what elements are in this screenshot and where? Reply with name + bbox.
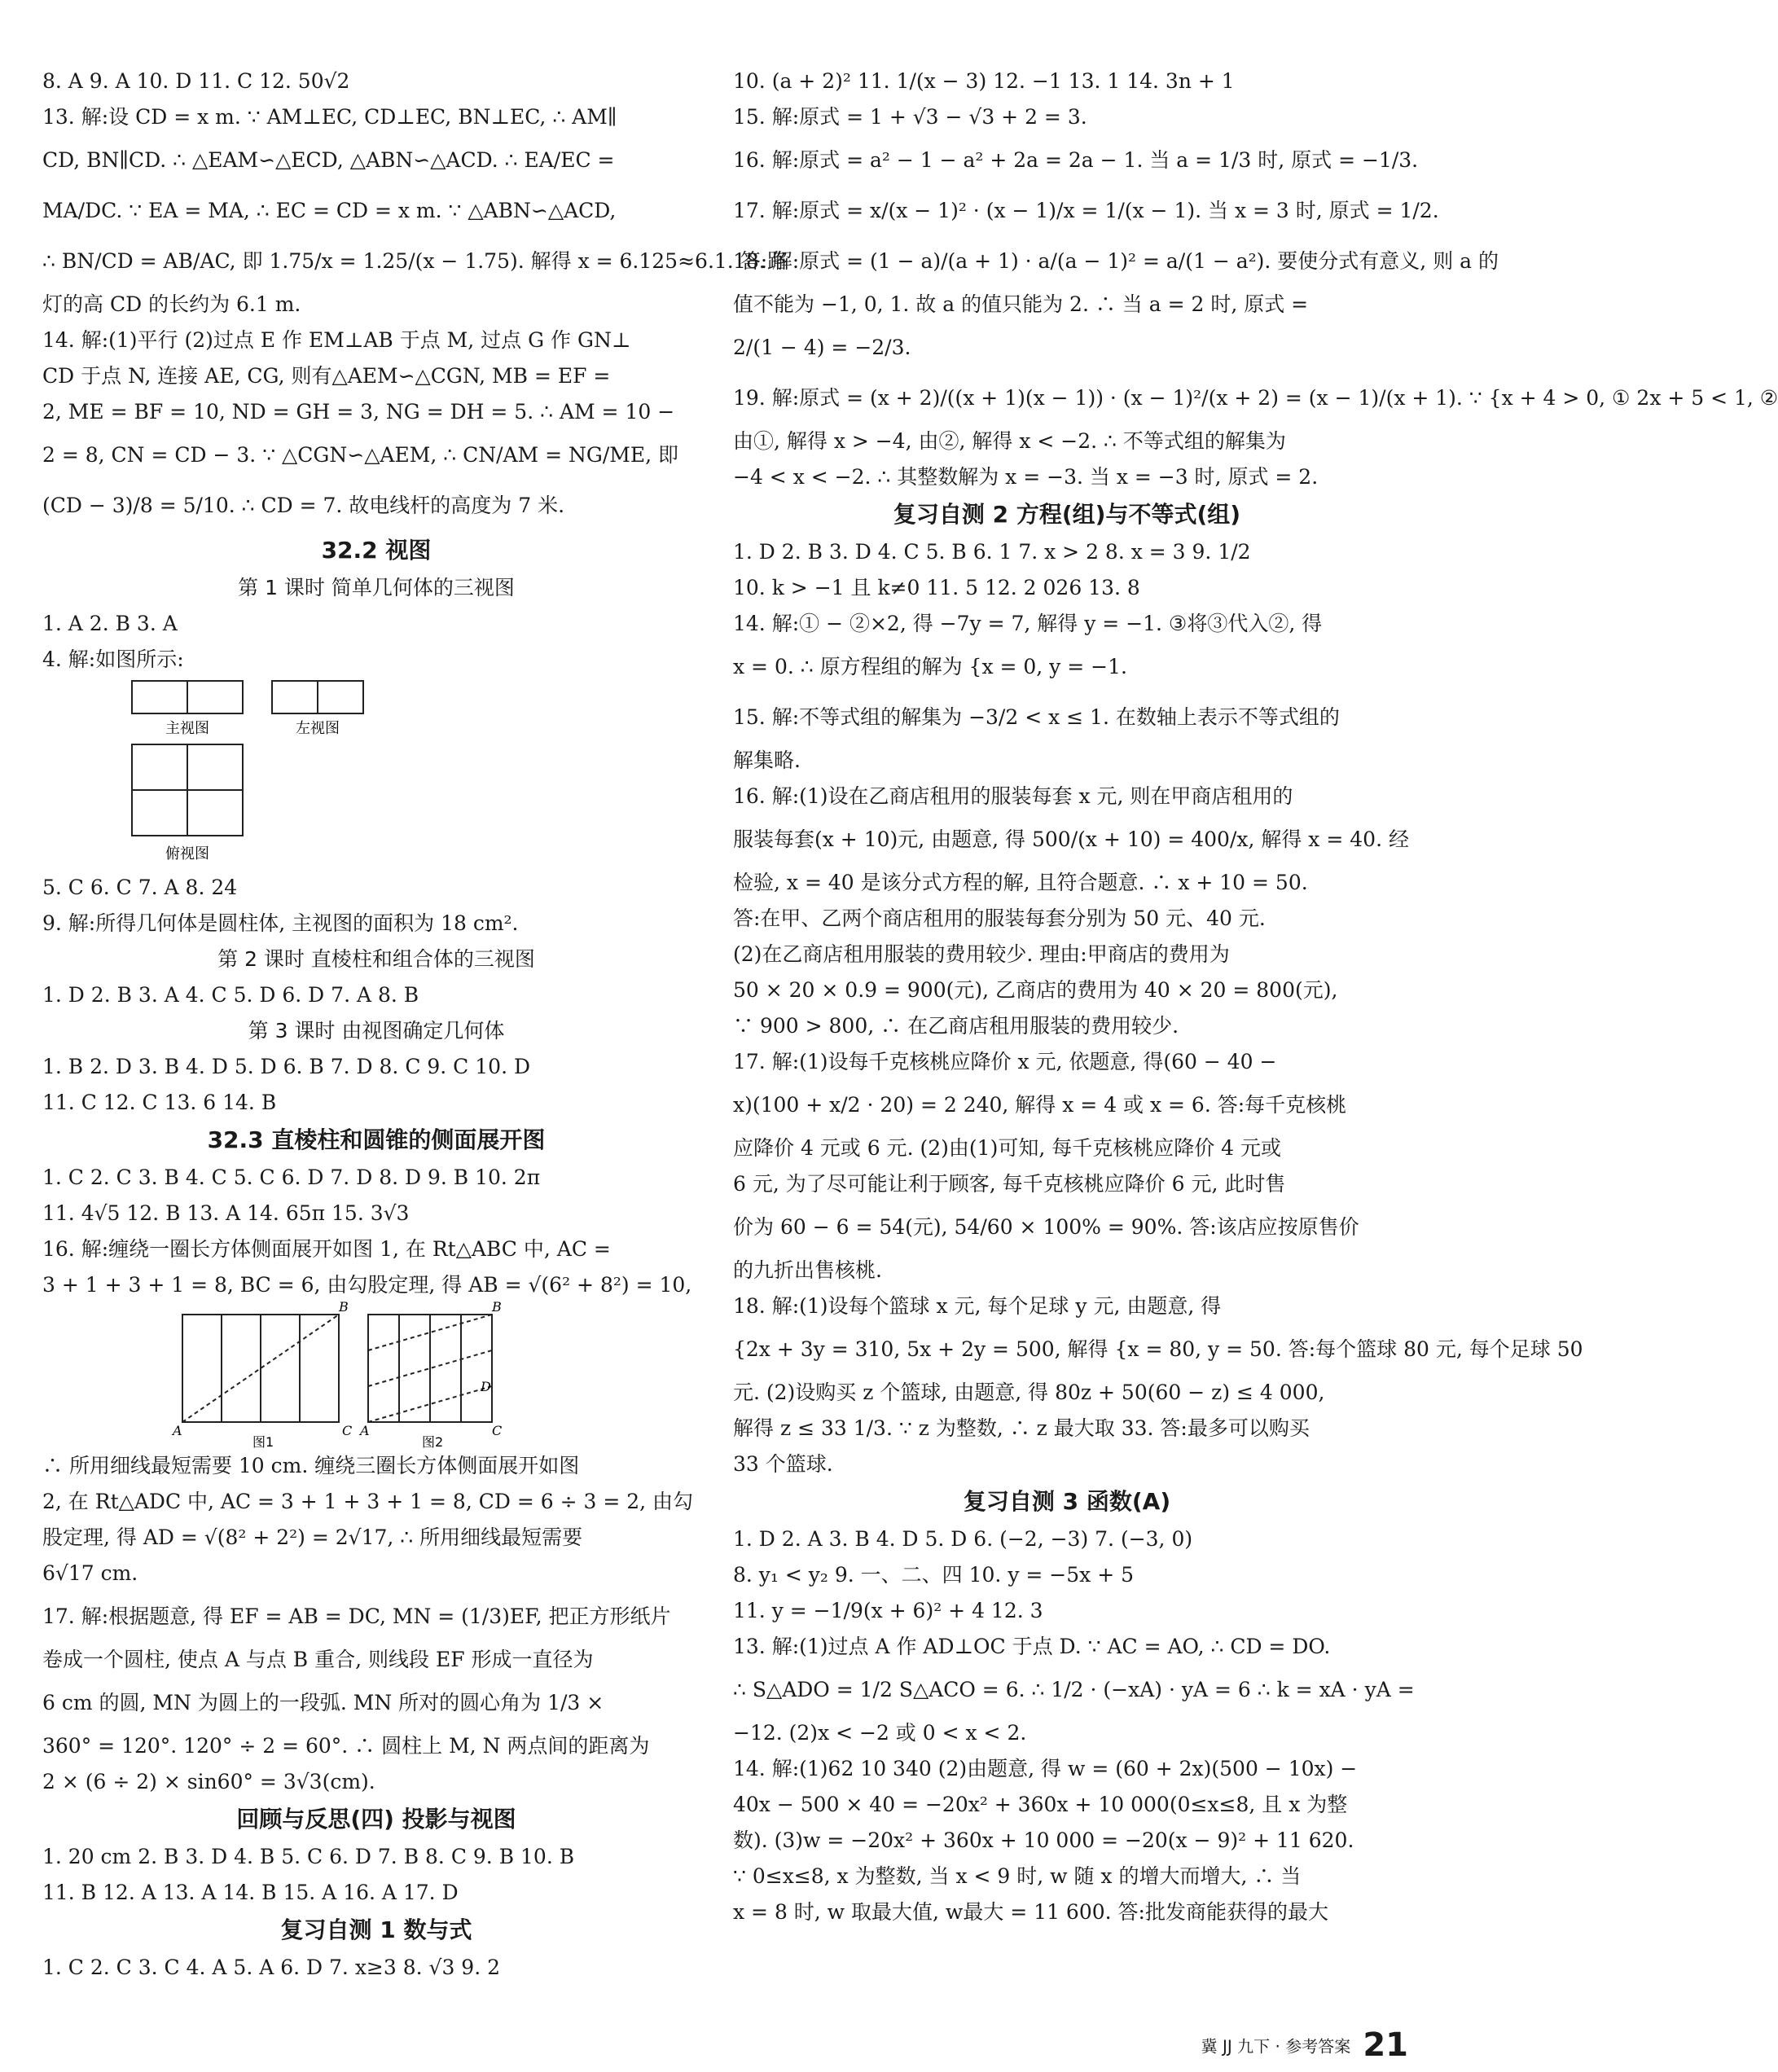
text-line: 2 × (6 ÷ 2) × sin60° = 3√3(cm). [42,1770,375,1793]
fig2-caption: 图2 [422,1434,444,1450]
three-view-svg [42,678,384,870]
text-line: 2/(1 − 4) = −2/3. [733,336,911,359]
section-heading: 32.2 视图 [321,537,432,564]
text-line: 10. (a + 2)² 11. 1/(x − 3) 12. −1 13. 1 14. 3n + 1 [733,69,1235,93]
text-line: 5. C 6. C 7. A 8. 24 [42,876,238,899]
text-line: 1. C 2. C 3. B 4. C 5. C 6. D 7. D 8. D 9. B 10. 2π [42,1166,541,1189]
text-line: 15. 解:原式 = 1 + √3 − √3 + 2 = 3. [733,105,1087,129]
text-line: ∴ S△ADO = 1/2 S△ACO = 6. ∴ 1/2 · (−xA) · yA = 6 ∴ k = xA · yA = [733,1678,1415,1701]
text-line: 11. 4√5 12. B 13. A 14. 65π 15. 3√3 [42,1201,410,1225]
front-view-label: 主视图 [165,720,209,737]
text-line: 11. B 12. A 13. A 14. B 15. A 16. A 17. D [42,1881,459,1904]
text-line: CD, BN∥CD. ∴ △EAM∽△ECD, △ABN∽△ACD. ∴ EA/EC = [42,148,615,172]
subsection-heading: 第 2 课时 直棱柱和组合体的三视图 [217,947,535,971]
text-line: 10. k > −1 且 k≠0 11. 5 12. 2 026 13. 8 [733,576,1140,599]
text-line: {2x + 3y = 310, 5x + 2y = 500, 解得 {x = 80, y = 50. 答:每个篮球 80 元, 每个足球 50 [733,1337,1583,1361]
text-line: 18. 解:原式 = (1 − a)/(a + 1) · a/(a − 1)² = a/(1 − a²). 要使分式有意义, 则 a 的 [733,249,1499,273]
unfold-svg [42,1299,503,1450]
fig2-label-A: A [360,1423,370,1438]
text-line: 数). (3)w = −20x² + 360x + 10 000 = −20(x − 9)² + 11 620. [733,1828,1354,1852]
text-line: 17. 解:根据题意, 得 EF = AB = DC, MN = (1/3)EF, 把正方形纸片 [42,1604,671,1628]
text-line: 解得 z ≤ 33 1/3. ∵ z 为整数, ∴ z 最大取 33. 答:最多可以购买 [733,1416,1310,1440]
text-line: 13. 解:设 CD = x m. ∵ AM⊥EC, CD⊥EC, BN⊥EC, ∴ AM∥ [42,105,617,129]
text-line: 8. A 9. A 10. D 11. C 12. 50√2 [42,69,350,93]
text-line: 2 = 8, CN = CD − 3. ∵ △CGN∽△AEM, ∴ CN/AM = NG/ME, 即 [42,443,679,467]
text-line: 2, 在 Rt△ADC 中, AC = 3 + 1 + 3 + 1 = 8, CD = 6 ÷ 3 = 2, 由勾 [42,1490,694,1513]
text-line: 18. 解:(1)设每个篮球 x 元, 每个足球 y 元, 由题意, 得 [733,1294,1222,1318]
text-line: 1. 20 cm 2. B 3. D 4. B 5. C 6. D 7. B 8. C 9. B 10. B [42,1845,575,1868]
top-view-label: 俯视图 [165,845,209,863]
text-line: −12. (2)x < −2 或 0 < x < 2. [733,1721,1027,1745]
three-view-figure [42,678,710,870]
figure-1 [171,1299,352,1450]
footer-label: 冀 JJ 九下 · 参考答案 [1201,2036,1351,2057]
subsection-heading: 第 3 课时 由视图确定几何体 [248,1019,505,1043]
text-line: ∵ 900 > 800, ∴ 在乙商店租用服装的费用较少. [733,1014,1179,1038]
text-line: 9. 解:所得几何体是圆柱体, 主视图的面积为 18 cm². [42,911,519,935]
text-line: 360° = 120°. 120° ÷ 2 = 60°. ∴ 圆柱上 M, N 两点间的距离为 [42,1734,650,1758]
text-line: 元. (2)设购买 z 个篮球, 由题意, 得 80z + 50(60 − z) ≤ 4 000, [733,1381,1325,1404]
text-line: 应降价 4 元或 6 元. (2)由(1)可知, 每千克核桃应降价 4 元或 [733,1136,1282,1160]
section-heading: 复习自测 2 方程(组)与不等式(组) [893,501,1241,528]
section-heading: 复习自测 1 数与式 [280,1916,472,1943]
text-line: 14. 解:① − ②×2, 得 −7y = 7, 解得 y = −1. ③将③代入②, 得 [733,612,1323,635]
text-line: 50 × 20 × 0.9 = 900(元), 乙商店的费用为 40 × 20 = 800(元), [733,978,1338,1002]
text-line: ∴ 所用细线最短需要 10 cm. 缠绕三圈长方体侧面展开如图 [42,1454,580,1477]
fig2-label-D: D [481,1379,491,1394]
text-line: 33 个篮球. [733,1452,833,1476]
fig1-caption: 图1 [252,1434,274,1450]
text-line: 6√17 cm. [42,1561,138,1585]
text-line: ∵ 0≤x≤8, x 为整数, 当 x < 9 时, w 随 x 的增大而增大, ∴ 当 [733,1864,1302,1888]
text-line: 16. 解:缠绕一圈长方体侧面展开如图 1, 在 Rt△ABC 中, AC = [42,1237,611,1261]
text-line: 1. C 2. C 3. C 4. A 5. A 6. D 7. x≥3 8. √3 9. 2 [42,1956,500,1979]
text-line: 服装每套(x + 10)元, 由题意, 得 500/(x + 10) = 400/x, 解得 x = 40. 经 [733,827,1409,851]
figure-2 [358,1299,502,1450]
text-line: 1. D 2. A 3. B 4. D 5. D 6. (−2, −3) 7. (−3, 0) [733,1527,1193,1551]
text-line: 8. y₁ < y₂ 9. 一、二、四 10. y = −5x + 5 [733,1563,1134,1587]
fig1-label-A: A [173,1423,182,1438]
left-view-label: 左视图 [296,720,340,737]
text-line: −4 < x < −2. ∴ 其整数解为 x = −3. 当 x = −3 时, 原式 = 2. [733,465,1319,489]
text-line: x)(100 + x/2 · 20) = 2 240, 解得 x = 4 或 x = 6. 答:每千克核桃 [733,1093,1347,1117]
text-line: 3 + 1 + 3 + 1 = 8, BC = 6, 由勾股定理, 得 AB = √(6² + 8²) = 10, [42,1273,692,1297]
text-line: 6 元, 为了尽可能让利于顾客, 每千克核桃应降价 6 元, 此时售 [733,1172,1286,1196]
text-line: 4. 解:如图所示: [42,648,184,671]
text-line: (CD − 3)/8 = 5/10. ∴ CD = 7. 故电线杆的高度为 7 米. [42,494,565,517]
text-line: (2)在乙商店租用服装的费用较少. 理由:甲商店的费用为 [733,942,1230,966]
text-line: 17. 解:(1)设每千克核桃应降价 x 元, 依题意, 得(60 − 40 − [733,1050,1277,1073]
text-line: MA/DC. ∵ EA = MA, ∴ EC = CD = x m. ∵ △ABN∽△ACD, [42,199,617,222]
fig1-label-C: C [342,1423,353,1438]
text-line: 解集略. [733,748,801,772]
unfold-figure [42,1299,710,1450]
text-line: 答:在甲、乙两个商店租用的服装每套分别为 50 元、40 元. [733,906,1266,930]
text-line: 11. C 12. C 13. 6 14. B [42,1091,277,1114]
page-footer [1201,2026,1408,2064]
text-line: 11. y = −1/9(x + 6)² + 4 12. 3 [733,1599,1043,1622]
text-line: 14. 解:(1)62 10 340 (2)由题意, 得 w = (60 + 2x)(500 − 10x) − [733,1757,1358,1780]
fig2-label-C: C [492,1423,503,1438]
text-line: 由①, 解得 x > −4, 由②, 解得 x < −2. ∴ 不等式组的解集为 [733,429,1286,453]
text-line: 17. 解:原式 = x/(x − 1)² · (x − 1)/x = 1/(x − 1). 当 x = 3 时, 原式 = 1/2. [733,199,1439,222]
text-line: 的九折出售核桃. [733,1258,882,1282]
right-column [733,64,1778,1930]
section-heading: 复习自测 3 函数(A) [963,1488,1171,1515]
text-line: x = 0. ∴ 原方程组的解为 {x = 0, y = −1. [733,655,1127,678]
section-heading: 回顾与反思(四) 投影与视图 [236,1806,516,1833]
text-line: 卷成一个圆柱, 使点 A 与点 B 重合, 则线段 EF 形成一直径为 [42,1648,594,1671]
fig1-label-B: B [339,1299,349,1315]
text-line: 15. 解:不等式组的解集为 −3/2 < x ≤ 1. 在数轴上表示不等式组的 [733,705,1340,729]
text-line: 40x − 500 × 40 = −20x² + 360x + 10 000(0≤x≤8, 且 x 为整 [733,1793,1348,1816]
text-line: ∴ BN/CD = AB/AC, 即 1.75/x = 1.25/(x − 1.75). 解得 x = 6.125≈6.1. 答:路 [42,249,788,273]
text-line: 2, ME = BF = 10, ND = GH = 3, NG = DH = 5. ∴ AM = 10 − [42,400,675,424]
text-line: 16. 解:(1)设在乙商店租用的服装每套 x 元, 则在甲商店租用的 [733,784,1293,808]
text-line: 16. 解:原式 = a² − 1 − a² + 2a = 2a − 1. 当 a = 1/3 时, 原式 = −1/3. [733,148,1419,172]
text-line: 14. 解:(1)平行 (2)过点 E 作 EM⊥AB 于点 M, 过点 G 作 GN⊥ [42,328,631,352]
text-line: 检验, x = 40 是该分式方程的解, 且符合题意. ∴ x + 10 = 50. [733,871,1308,894]
text-line: 灯的高 CD 的长约为 6.1 m. [42,292,301,316]
text-line: 6 cm 的圆, MN 为圆上的一段弧. MN 所对的圆心角为 1/3 × [42,1691,604,1714]
text-line: x = 8 时, w 取最大值, w最大 = 11 600. 答:批发商能获得的最大 [733,1900,1328,1924]
text-line: 1. D 2. B 3. A 4. C 5. D 6. D 7. A 8. B [42,983,419,1007]
text-line: 13. 解:(1)过点 A 作 AD⊥OC 于点 D. ∵ AC = AO, ∴ CD = DO. [733,1635,1331,1658]
text-line: 19. 解:原式 = (x + 2)/((x + 1)(x − 1)) · (x − 1)²/(x + 2) = (x − 1)/(x + 1). ∵ {x + 4 > 0, ① 2x + 5 < 1, ② [733,386,1778,410]
section-heading: 32.3 直棱柱和圆锥的侧面展开图 [207,1126,546,1153]
text-line: 值不能为 −1, 0, 1. 故 a 的值只能为 2. ∴ 当 a = 2 时, 原式 = [733,292,1309,316]
text-line: 股定理, 得 AD = √(8² + 2²) = 2√17, ∴ 所用细线最短需要 [42,1525,583,1549]
text-line: CD 于点 N, 连接 AE, CG, 则有△AEM∽△CGN, MB = EF = [42,364,611,388]
text-line: 1. D 2. B 3. D 4. C 5. B 6. 1 7. x > 2 8. x = 3 9. 1/2 [733,540,1251,564]
text-line: 1. A 2. B 3. A [42,612,178,635]
subsection-heading: 第 1 课时 简单几何体的三视图 [238,576,515,599]
text-line: 1. B 2. D 3. B 4. D 5. D 6. B 7. D 8. C 9. C 10. D [42,1055,531,1078]
fig2-label-B: B [492,1299,502,1315]
page-number: 21 [1363,2026,1408,2064]
text-line: 价为 60 − 6 = 54(元), 54/60 × 100% = 90%. 答:该店应按原售价 [733,1215,1359,1239]
